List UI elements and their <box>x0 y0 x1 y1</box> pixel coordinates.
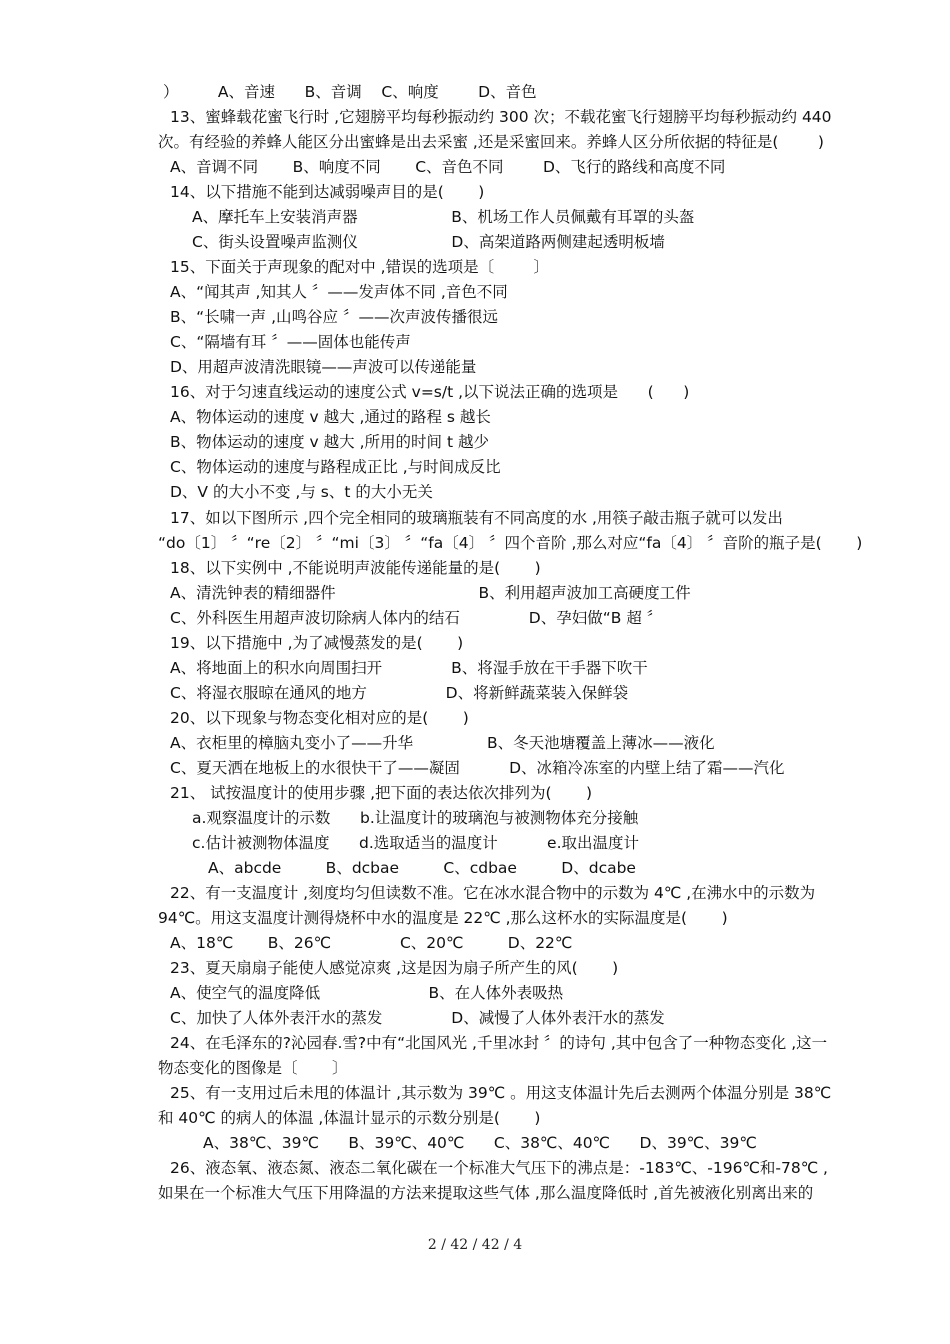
text-line: D、V 的大小不变 ,与 s、t 的大小无关 <box>170 483 433 501</box>
text-line: 如果在一个标准大气压下用降温的方法来提取这些气体 ,那么温度降低时 ,首先被液化别离出来的 <box>158 1184 814 1202</box>
text-line: C、外科医生用超声波切除病人体内的结石 D、孕妇做“B 超 〞 <box>170 609 663 627</box>
text-line: C、夏天洒在地板上的水很快干了——凝固 D、冰箱冷冻室的内壁上结了霜——汽化 <box>170 759 785 777</box>
text-line: D、用超声波清洗眼镜——声波可以传递能量 <box>170 358 477 376</box>
text-line: 21、 试按温度计的使用步骤 ,把下面的表达依次排列为( ) <box>170 784 593 802</box>
text-line: A、abcde B、dcbae C、cdbae D、dcabe <box>208 859 636 877</box>
text-line: B、“长啸一声 ,山鸣谷应 〞——次声波传播很远 <box>170 308 498 326</box>
text-line: a.观察温度计的示数 b.让温度计的玻璃泡与被测物体充分接触 <box>192 809 639 827</box>
text-line: 和 40℃ 的病人的体温 ,体温计显示的示数分别是( ) <box>158 1109 541 1127</box>
text-line: c.估计被测物体温度 d.选取适当的温度计 e.取出温度计 <box>192 834 640 852</box>
text-line: 24、在毛泽东的?沁园春.雪?中有“北国风光 ,千里冰封 〞的诗句 ,其中包含了一种物态变化 ,这一 <box>170 1034 828 1052</box>
text-line: 20、以下现象与物态变化相对应的是( ) <box>170 709 469 727</box>
text-line: A、使空气的温度降低 B、在人体外表吸热 <box>170 984 564 1002</box>
text-line: A、音调不同 B、响度不同 C、音色不同 D、飞行的路线和高度不同 <box>170 158 726 176</box>
text-line: 22、有一支温度计 ,刻度均匀但读数不准。它在冰水混合物中的示数为 4℃ ,在沸水中的示数为 <box>170 884 816 902</box>
text-line: B、物体运动的速度 v 越大 ,所用的时间 t 越少 <box>170 433 489 451</box>
text-line: 物态变化的图像是〔 〕 <box>158 1059 348 1077</box>
text-line: C、物体运动的速度与路程成正比 ,与时间成反比 <box>170 458 501 476</box>
text-line: 26、液态氧、液态氮、液态二氧化碳在一个标准大气压下的沸点是：-183℃、-196℃和-78℃ , <box>170 1159 828 1177</box>
text-line: C、“隔墙有耳 〞——固体也能传声 <box>170 333 411 351</box>
page-number-footer: 2 / 42 / 42 / 4 <box>427 1237 523 1253</box>
text-line: 25、有一支用过后未甩的体温计 ,其示数为 39℃ 。用这支体温计先后去测两个体温分别是 38℃ <box>170 1084 832 1102</box>
text-line: 15、下面关于声现象的配对中 ,错误的选项是〔 〕 <box>170 258 549 276</box>
text-line: A、清洗钟表的精细器件 B、利用超声波加工高硬度工件 <box>170 584 691 602</box>
text-line: 16、对于匀速直线运动的速度公式 v=s/t ,以下说法正确的选项是 ( ) <box>170 383 690 401</box>
text-line: C、街头设置噪声监测仪 D、高架道路两侧建起透明板墙 <box>192 233 665 251</box>
text-line: A、38℃、39℃ B、39℃、40℃ C、38℃、40℃ D、39℃、39℃ <box>203 1134 757 1152</box>
text-line: C、加快了人体外表汗水的蒸发 D、减慢了人体外表汗水的蒸发 <box>170 1009 665 1027</box>
text-line: A、18℃ B、26℃ C、20℃ D、22℃ <box>170 934 573 952</box>
text-line: 次。有经验的养蜂人能区分出蜜蜂是出去采蜜 ,还是采蜜回来。养蜂人区分所依据的特征是( ) <box>158 133 824 151</box>
text-line: A、“闻其声 ,知其人 〞——发声体不同 ,音色不同 <box>170 283 508 301</box>
text-line: 94℃。用这支温度计测得烧杯中水的温度是 22℃ ,那么这杯水的实际温度是( ) <box>158 909 728 927</box>
text-line: C、将湿衣服晾在通风的地方 D、将新鲜蔬菜装入保鲜袋 <box>170 684 629 702</box>
text-line: ） A、音速 B、音调 C、响度 D、音色 <box>163 83 537 101</box>
text-line: 13、蜜蜂载花蜜飞行时 ,它翅膀平均每秒振动约 300 次；不载花蜜飞行翅膀平均每秒振动约 440 <box>170 108 832 126</box>
text-line: A、物体运动的速度 v 越大 ,通过的路程 s 越长 <box>170 408 491 426</box>
text-line: 17、如以下图所示 ,四个完全相同的玻璃瓶装有不同高度的水 ,用筷子敲击瓶子就可以发出 <box>170 509 783 527</box>
text-line: A、衣柜里的樟脑丸变小了——升华 B、冬天池塘覆盖上薄冰——液化 <box>170 734 715 752</box>
text-line: A、将地面上的积水向周围扫开 B、将湿手放在干手器下吹干 <box>170 659 648 677</box>
text-line: 19、以下措施中 ,为了减慢蒸发的是( ) <box>170 634 464 652</box>
text-line: 23、夏天扇扇子能使人感觉凉爽 ,这是因为扇子所产生的风( ) <box>170 959 619 977</box>
text-line: 14、以下措施不能到达减弱噪声目的是( ) <box>170 183 485 201</box>
text-line: A、摩托车上安装消声器 B、机场工作人员佩戴有耳罩的头盔 <box>192 208 695 226</box>
text-line: “do〔1〕 〞“re〔2〕 〞“mi〔3〕 〞“fa〔4〕 〞四个音阶 ,那么对应“fa〔4〕 〞音阶的瓶子是( ) <box>158 534 863 552</box>
text-line: 18、以下实例中 ,不能说明声波能传递能量的是( ) <box>170 559 541 577</box>
